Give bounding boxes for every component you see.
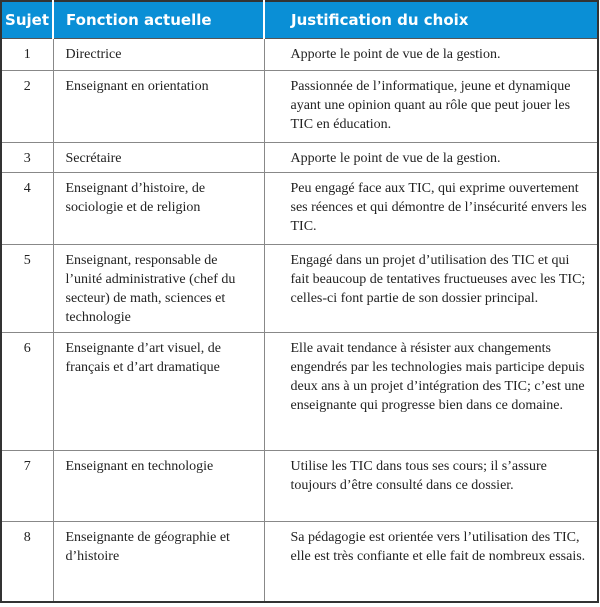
header-row (1, 1, 598, 39)
cell-justification: Apporte le point de vue de la gestion. (264, 39, 598, 71)
header-fonction: Fonction actuelle (53, 1, 264, 39)
cell-fonction: Enseignant d’histoire, de sociologie et de religion (53, 173, 264, 245)
cell-fonction: Enseignante de géographie et d’histoire (53, 522, 264, 602)
cell-justification: Elle avait tendance à résister aux changements engendrés par les technologies mais participe depuis deux ans à un projet d’intégration des TIC; c’est une enseignante qui progresse bien dans ce domaine. (264, 333, 598, 451)
header-justification: Justification du choix (264, 1, 598, 39)
cell-sujet: 8 (1, 522, 53, 602)
cell-fonction: Enseignant en technologie (53, 451, 264, 522)
cell-fonction: Secrétaire (53, 143, 264, 173)
table-row (1, 71, 598, 143)
table-row (1, 143, 598, 173)
cell-justification: Passionnée de l’informatique, jeune et dynamique ayant une opinion quant au rôle que peut jouer les TIC en éducation. (264, 71, 598, 143)
cell-justification: Utilise les TIC dans tous ses cours; il s’assure toujours d’être consulté dans ce dossier. (264, 451, 598, 522)
cell-sujet: 2 (1, 71, 53, 143)
table-row (1, 39, 598, 71)
cell-justification: Apporte le point de vue de la gestion. (264, 143, 598, 173)
cell-fonction: Enseignant en orientation (53, 71, 264, 143)
cell-sujet: 4 (1, 173, 53, 245)
cell-sujet: 7 (1, 451, 53, 522)
table-row (1, 245, 598, 333)
cell-sujet: 5 (1, 245, 53, 333)
cell-fonction: Enseignante d’art visuel, de français et d’art dramatique (53, 333, 264, 451)
cell-justification: Sa pédagogie est orientée vers l’utilisation des TIC, elle est très confiante et elle fait de nombreux essais. (264, 522, 598, 602)
cell-sujet: 1 (1, 39, 53, 71)
header-sujet: Sujet (1, 1, 53, 39)
table-row (1, 333, 598, 451)
cell-justification: Engagé dans un projet d’utilisation des TIC et qui fait beaucoup de tentatives fructueuses avec les TIC; celles-ci font partie de son dossier principal. (264, 245, 598, 333)
cell-fonction: Enseignant, responsable de l’unité administrative (chef du secteur) de math, sciences et technologie (53, 245, 264, 333)
cell-fonction: Directrice (53, 39, 264, 71)
cell-sujet: 3 (1, 143, 53, 173)
table-row (1, 451, 598, 522)
cell-sujet: 6 (1, 333, 53, 451)
table-row (1, 522, 598, 602)
table-row (1, 173, 598, 245)
cell-justification: Peu engagé face aux TIC, qui exprime ouvertement ses réences et qui démontre de l’insécurité envers les TIC. (264, 173, 598, 245)
